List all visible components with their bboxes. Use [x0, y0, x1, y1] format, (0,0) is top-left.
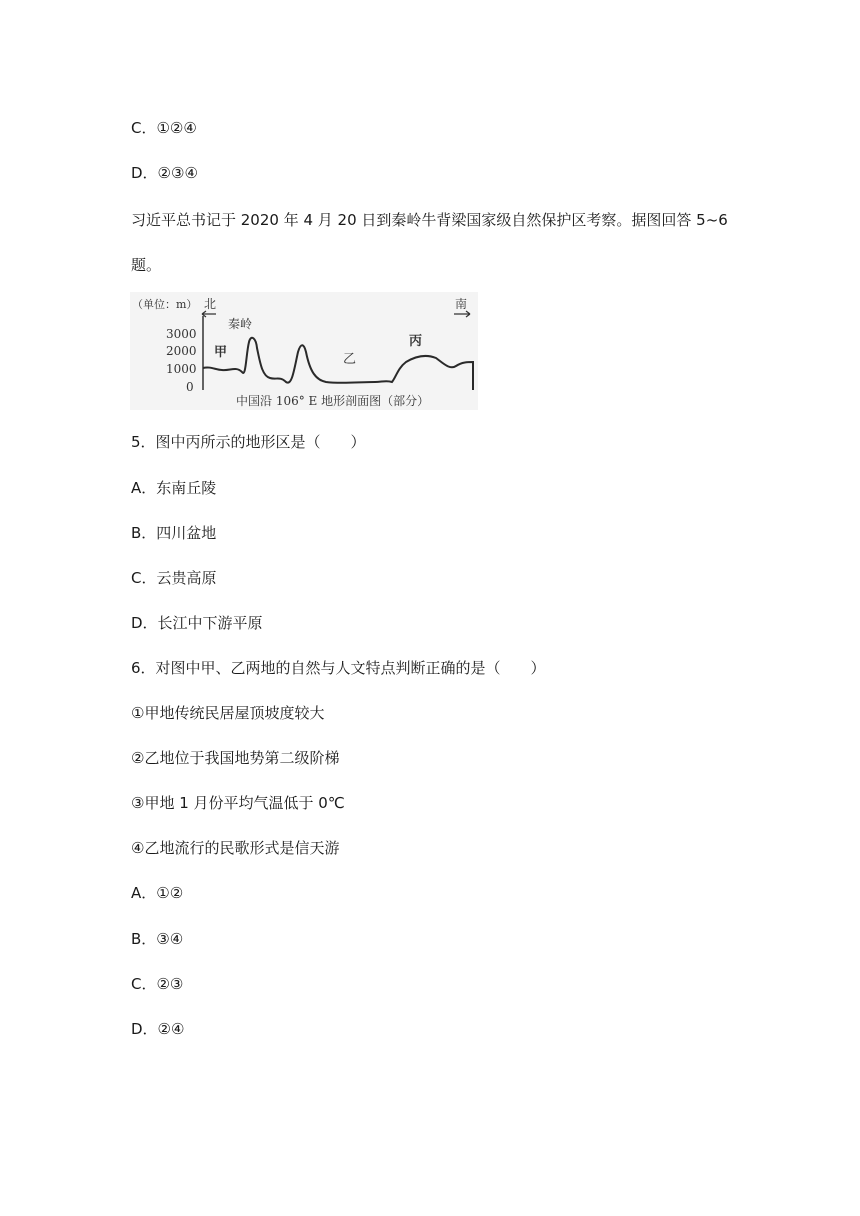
q6-statement-4: ④乙地流行的民歌形式是信天游: [131, 839, 340, 857]
q5-option-a: A．东南丘陵: [131, 479, 217, 497]
q5-option-c: C．云贵高原: [131, 569, 217, 587]
label-qinling: 秦岭: [228, 317, 253, 331]
figure-caption: 中国沿 106° E 地形剖面图（部分）: [236, 394, 430, 408]
q6-option-b: B．③④: [131, 930, 184, 948]
q6-statement-2: ②乙地位于我国地势第二级阶梯: [131, 749, 340, 767]
south-arrow-icon: [454, 311, 470, 317]
q6-option-a: A．①②: [131, 884, 184, 902]
label-jia: 甲: [214, 345, 228, 360]
y-tick-1000: 1000: [166, 362, 197, 376]
south-label: 南: [455, 297, 468, 311]
y-tick-0: 0: [186, 380, 194, 394]
intro-text-cont: 题。: [131, 256, 162, 274]
north-arrow-icon: [202, 311, 216, 317]
terrain-profile-line: [203, 338, 473, 390]
unit-label: （单位：m）: [132, 298, 198, 311]
question-5: 5．图中丙所示的地形区是（ ）: [131, 433, 366, 451]
label-yi: 乙: [343, 352, 357, 367]
q5-option-b: B．四川盆地: [131, 524, 217, 542]
q6-statement-3: ③甲地 1 月份平均气温低于 0℃: [131, 794, 345, 812]
option-d-prev: D．②③④: [131, 164, 198, 182]
q6-option-c: C．②③: [131, 975, 184, 993]
y-tick-3000: 3000: [166, 327, 197, 341]
label-bing: 丙: [409, 334, 423, 349]
north-label: 北: [204, 297, 217, 311]
intro-text: 习近平总书记于 2020 年 4 月 20 日到秦岭牛背梁国家级自然保护区考察。据图回答 5~6: [131, 211, 728, 229]
question-6: 6．对图中甲、乙两地的自然与人文特点判断正确的是（ ）: [131, 659, 546, 677]
terrain-profile-figure: [130, 292, 478, 410]
q5-option-d: D．长江中下游平原: [131, 614, 263, 632]
y-tick-2000: 2000: [166, 344, 197, 358]
q6-statement-1: ①甲地传统民居屋顶坡度较大: [131, 704, 325, 722]
option-c-prev: C．①②④: [131, 119, 197, 137]
q6-option-d: D．②④: [131, 1020, 185, 1038]
